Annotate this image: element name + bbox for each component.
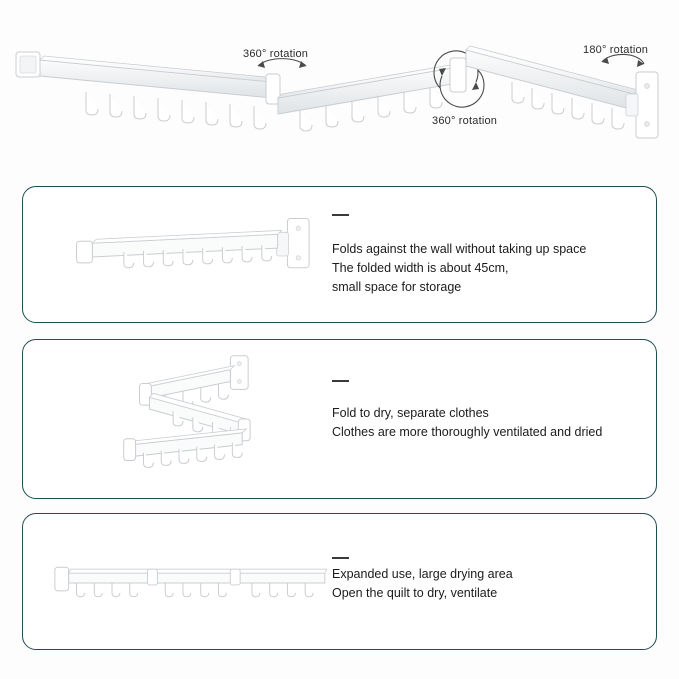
feature-text-zigzag-dry [332, 404, 602, 442]
wall-bracket-left [16, 52, 40, 77]
drying-arm-left [40, 56, 276, 98]
joint-1 [147, 569, 157, 585]
feature-line: Folds against the wall without taking up space [332, 242, 587, 256]
wall-bracket-right [626, 72, 658, 138]
rotation-arrow-right [602, 54, 644, 67]
wall-plate-left [55, 567, 69, 591]
text-divider-dash-2 [332, 380, 349, 382]
expanded-bar [69, 569, 327, 585]
text-divider-dash-1 [332, 214, 349, 216]
annotation-rotation-right: 180° rotation [583, 44, 649, 56]
feature-line: Fold to dry, separate clothes [332, 406, 489, 420]
fully-expanded-drying-rack-illustration [31, 514, 331, 649]
hero-illustration [0, 0, 679, 172]
zigzag-folded-drying-rack-illustration [31, 340, 331, 498]
feature-line: Open the quilt to dry, ventilate [332, 586, 498, 600]
arm-segment-lower [132, 429, 247, 457]
annotation-rotation-mid: 360° rotation [432, 115, 498, 127]
folded-bar [92, 230, 281, 257]
wall-plate [277, 219, 310, 268]
feature-line: small space for storage [332, 280, 462, 294]
feature-text-expanded-use [332, 565, 513, 603]
feature-line: The folded width is about 45cm, [332, 261, 509, 275]
feature-text-folded-storage [332, 240, 586, 297]
rotation-arrow-left [258, 59, 306, 68]
feature-line: Clothes are more thoroughly ventilated and dried [332, 425, 603, 439]
hook-row [77, 583, 313, 597]
folded-drying-rack-against-wall-illustration [31, 187, 331, 322]
end-cap-left [77, 241, 93, 263]
text-divider-dash-3 [332, 557, 349, 559]
drying-arm-middle [278, 64, 456, 114]
wall-plate [230, 356, 248, 390]
hook-row-left [86, 92, 266, 129]
hero-product-diagram [0, 0, 679, 172]
annotation-rotation-left: 360° rotation [243, 48, 309, 60]
joint-2 [230, 569, 240, 585]
end-cap [124, 439, 136, 461]
feature-line: Expanded use, large drying area [332, 567, 513, 581]
